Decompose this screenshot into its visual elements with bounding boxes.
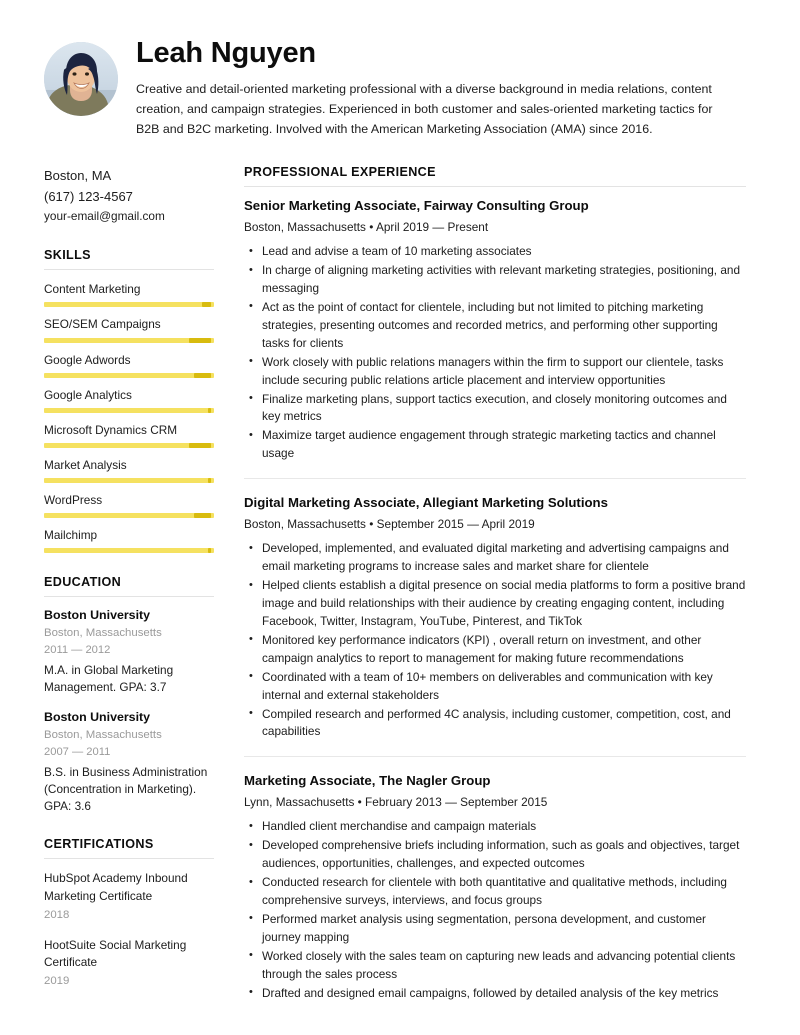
resume-body	[44, 165, 746, 1017]
education-item	[44, 608, 214, 696]
certification-item	[44, 937, 214, 990]
experience-heading: PROFESSIONAL EXPERIENCE	[244, 165, 436, 180]
summary-text: Creative and detail-oriented marketing professional with a diverse background in media relations, content creation, and campaign strategies. Experienced in both customer and sales-oriented marketing tactics for B2B and B2C marketing. Involved with the American Marketing Association (AMA) since 2016.	[136, 81, 713, 137]
experience-bullet: • Handled client merchandise and campaign materials	[261, 818, 746, 836]
skill-label: Content Marketing	[44, 282, 141, 297]
sidebar-column	[44, 165, 232, 1003]
skill-label: Microsoft Dynamics CRM	[44, 422, 178, 437]
skill-level-bar	[44, 478, 214, 483]
skill-label: Market Analysis	[44, 457, 127, 472]
contact-email: your-email@gmail.com	[44, 209, 165, 224]
education-school: Boston University	[44, 710, 151, 725]
experience-bullets	[244, 818, 746, 1002]
experience-item	[244, 495, 746, 756]
section-divider	[44, 858, 214, 859]
skill-level-marker	[208, 478, 211, 483]
skill-level-marker	[208, 408, 211, 413]
experience-bullet: • Developed, implemented, and evaluated digital marketing and advertising campaigns and email marketing programs to increase sales and market share for clientele	[261, 540, 746, 576]
experience-bullets	[244, 243, 746, 463]
education-list	[44, 608, 214, 815]
skill-item	[44, 422, 214, 448]
education-section	[44, 575, 214, 815]
experience-role: Digital Marketing Associate, Allegiant Marketing Solutions	[244, 495, 608, 511]
experience-meta: Boston, Massachusetts • September 2015 — April 2019	[244, 517, 535, 532]
experience-bullet: • Act as the point of contact for clientele, including but not limited to pitching marketing strategies, presenting outcomes and recorded metrics, and performing other supporting tasks for clients	[261, 299, 746, 353]
experience-bullet: • Work closely with public relations managers within the firm to support our clientele, tasks include securing public relations article placement and interview opportunities	[261, 354, 746, 390]
experience-bullet: • Worked closely with the sales team on capturing new leads and advancing potential clients through the sales process	[261, 948, 746, 984]
contact-phone: (617) 123-4567	[44, 189, 133, 205]
experience-bullet: • Monitored key performance indicators (KPI) , overall return on investment, and other campaign analytics to report to management for making future recommendations	[261, 632, 746, 668]
experience-bullet: • Finalize marketing plans, support tactics execution, and closely monitoring outcomes and key metrics	[261, 391, 746, 427]
skill-level-bar	[44, 338, 214, 343]
skill-item	[44, 457, 214, 483]
skill-level-marker	[194, 373, 211, 378]
education-heading: EDUCATION	[44, 575, 122, 590]
skill-label: SEO/SEM Campaigns	[44, 317, 161, 332]
avatar	[44, 42, 118, 116]
education-degree: M.A. in Global Marketing Management. GPA: 3.7	[44, 663, 174, 695]
skill-level-marker	[189, 338, 211, 343]
skills-list	[44, 281, 214, 553]
section-divider	[44, 596, 214, 597]
skill-level-bar	[44, 302, 214, 307]
skill-level-bar	[44, 373, 214, 378]
certification-item	[44, 870, 214, 923]
certification-year: 2019	[44, 974, 70, 987]
skill-level-marker	[194, 513, 211, 518]
experience-bullet: • Coordinated with a team of 10+ members on deliverables and communication with key internal and external stakeholders	[261, 669, 746, 705]
skill-label: Mailchimp	[44, 528, 98, 543]
contact-block	[44, 165, 214, 226]
skill-level-bar	[44, 548, 214, 553]
portrait-photo-icon	[44, 42, 118, 116]
skill-level-bar	[44, 443, 214, 448]
experience-bullet: • In charge of aligning marketing activities with relevant marketing strategies, positioning, and messaging	[261, 262, 746, 298]
education-location: Boston, Massachusetts	[44, 729, 162, 742]
section-divider	[44, 269, 214, 270]
experience-bullet: • Compiled research and performed 4C analysis, including customer, competition, cost, and capabilities	[261, 706, 746, 742]
experience-bullet: • Helped clients establish a digital presence on social media platforms to form a positive brand image and build relationships with their audience by creating engaging content, including Facebook, Twitter, Instagram, YouTube, Pinterest, and TikTok	[261, 577, 746, 631]
contact-location: Boston, MA	[44, 168, 112, 184]
skill-level-bar	[44, 513, 214, 518]
skill-item	[44, 352, 214, 378]
experience-bullet: • Conducted research for clientele with both quantitative and qualitative methods, including comprehensive surveys, interviews, and focus groups	[261, 874, 746, 910]
page-title: Leah Nguyen	[136, 37, 316, 69]
experience-bullet: • Lead and advise a team of 10 marketing associates	[261, 243, 746, 261]
education-dates: 2007 — 2011	[44, 746, 111, 759]
skill-level-bar	[44, 408, 214, 413]
experience-separator	[244, 478, 746, 479]
skills-section	[44, 248, 214, 553]
skill-item	[44, 527, 214, 553]
experience-item	[244, 198, 746, 478]
education-dates: 2011 — 2012	[44, 644, 111, 657]
education-school: Boston University	[44, 608, 151, 623]
experience-role: Marketing Associate, The Nagler Group	[244, 773, 491, 789]
certification-name: HootSuite Social Marketing Certificate	[44, 937, 187, 969]
certification-year: 2018	[44, 908, 70, 921]
skill-level-marker	[208, 548, 211, 553]
experience-bullet: • Drafted and designed email campaigns, followed by detailed analysis of the key metrics	[261, 985, 746, 1003]
education-location: Boston, Massachusetts	[44, 627, 162, 640]
section-divider	[244, 186, 746, 187]
skill-label: WordPress	[44, 492, 103, 507]
certification-name: HubSpot Academy Inbound Marketing Certificate	[44, 871, 188, 903]
certifications-heading: CERTIFICATIONS	[44, 837, 154, 852]
skill-level-marker	[189, 443, 211, 448]
education-degree: B.S. in Business Administration (Concentration in Marketing). GPA: 3.6	[44, 765, 208, 814]
skill-item	[44, 492, 214, 518]
experience-column	[232, 165, 746, 1017]
certifications-section	[44, 837, 214, 990]
experience-bullet: • Developed comprehensive briefs including information, such as goals and objectives, target audiences, opportunities, challenges, and expected outcomes	[261, 837, 746, 873]
resume-header	[44, 36, 746, 139]
experience-separator	[244, 756, 746, 757]
experience-role: Senior Marketing Associate, Fairway Consulting Group	[244, 198, 589, 214]
skill-item	[44, 316, 214, 342]
experience-meta: Boston, Massachusetts • April 2019 — Present	[244, 220, 489, 235]
experience-bullet: • Maximize target audience engagement through strategic marketing tactics and channel usage	[261, 427, 746, 463]
skill-label: Google Analytics	[44, 387, 132, 402]
experience-meta: Lynn, Massachusetts • February 2013 — September 2015	[244, 795, 548, 810]
certifications-list	[44, 870, 214, 990]
skill-label: Google Adwords	[44, 352, 131, 367]
experience-bullets	[244, 540, 746, 741]
skill-item	[44, 281, 214, 307]
skill-level-marker	[202, 302, 211, 307]
education-item	[44, 710, 214, 815]
experience-list	[244, 198, 746, 1017]
header-text	[136, 36, 736, 139]
skill-item	[44, 387, 214, 413]
experience-bullet: • Performed market analysis using segmentation, persona development, and customer journey mapping	[261, 911, 746, 947]
skills-heading: SKILLS	[44, 248, 91, 263]
experience-item	[244, 773, 746, 1017]
